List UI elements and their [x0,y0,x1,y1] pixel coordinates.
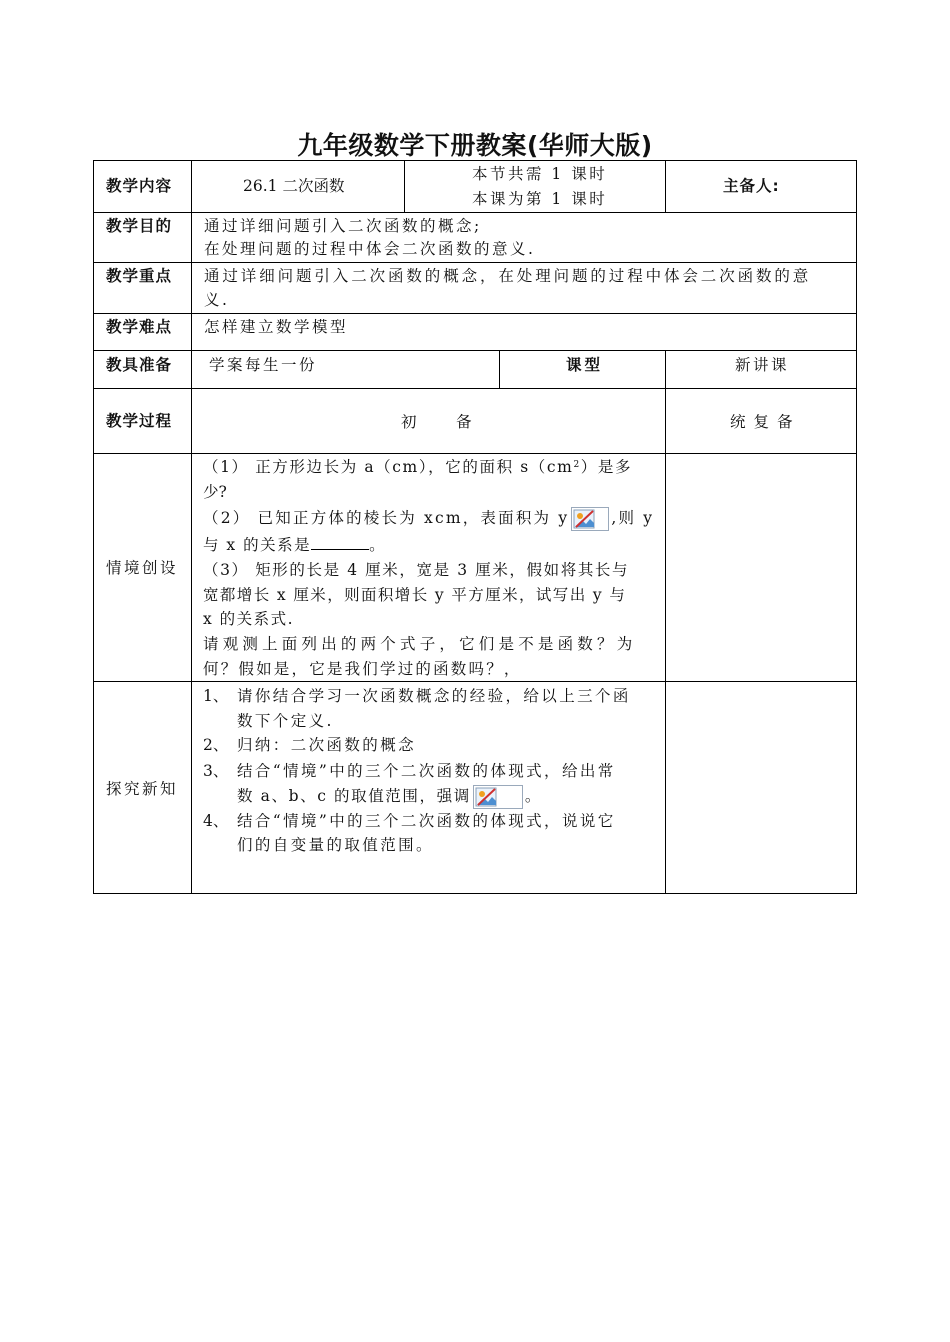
situation-line-2: 少? [203,483,227,501]
preparer-label: 主备人: [723,177,780,195]
materials-label: 教具准备 [106,356,173,374]
objectives-line-2: 在处理问题的过程中体会二次函数的意义. [204,240,536,258]
lesson-type-value: 新讲课 [735,356,790,374]
situation-line-1: （1） 正方形边长为 a（cm），它的面积 $s(cm^2)$是多 [203,458,633,476]
situation-line-8: 请观测上面列出的两个式子，它们是不是函数？为 [203,635,637,653]
explore-item-3-line-2: 数 a、b、c 的取值范围，强调 。 [237,784,542,809]
hours-current: 本课为第 1 课时 [472,190,608,208]
explore-item-2-number: 2、 [203,736,229,754]
difficulty-text: 怎样建立数学模型 [204,318,349,336]
process-label: 教学过程 [106,412,173,430]
explore-item-3-number: 3、 [203,762,229,780]
explore-item-1-number: 1、 [203,687,229,705]
formula-image-icon [571,507,609,531]
formula-image-icon [473,785,523,809]
explore-item-3-line-1: 结合“情境”中的三个二次函数的体现式，给出常 [237,762,616,780]
answer-blank [311,535,369,550]
explore-item-4-number: 4、 [203,812,229,830]
explore-item-1-line-1: 请你结合学习一次函数概念的经验，给以上三个函 [237,687,631,705]
content-value: 26.1 二次函数 [243,177,345,195]
document-title: 九年级数学下册教案(华师大版) [297,131,653,160]
objectives-label: 教学目的 [106,217,173,235]
situation-line-9: 何？假如是，它是我们学过的函数吗？， [203,660,522,678]
situation-line-5: （3） 矩形的长是 4 厘米，宽是 3 厘米，假如将其长与 [203,561,630,579]
explore-item-4-line-1: 结合“情境”中的三个二次函数的体现式，说说它 [237,812,616,830]
situation-line-6: 宽都增长 x 厘米，则面积增长 y 平方厘米，试写出 y 与 [203,586,627,604]
key-points-line-1: 通过详细问题引入二次函数的概念，在处理问题的过程中体会二次函数的意 [204,267,812,285]
situation-label: 情境创设 [106,559,179,577]
explore-label: 探究新知 [106,780,179,798]
explore-item-4-line-2: 们的自变量的取值范围。 [237,836,434,854]
situation-line-4: 与 x 的关系是 。 [203,536,387,554]
unified-prep-header: 统复备 [730,413,801,431]
situation-line-7: x 的关系式. [203,610,295,628]
key-points-line-2: 义. [204,291,230,309]
key-points-label: 教学重点 [106,267,173,285]
materials-text: 学案每生一份 [209,356,318,374]
lesson-type-label: 课型 [566,356,604,374]
content-label: 教学内容 [106,177,173,195]
initial-prep-header: 初 备 [401,413,484,431]
explore-item-2-line-1: 归纳：二次函数的概念 [237,736,417,754]
difficulty-label: 教学难点 [106,318,173,336]
situation-line-3: （2） 已知正方体的棱长为 xcm，表面积为 y ,则 y [203,506,654,531]
hours-total: 本节共需 1 课时 [472,165,608,183]
objectives-line-1: 通过详细问题引入二次函数的概念; [204,217,482,235]
explore-item-1-line-2: 数下个定义. [237,712,334,730]
